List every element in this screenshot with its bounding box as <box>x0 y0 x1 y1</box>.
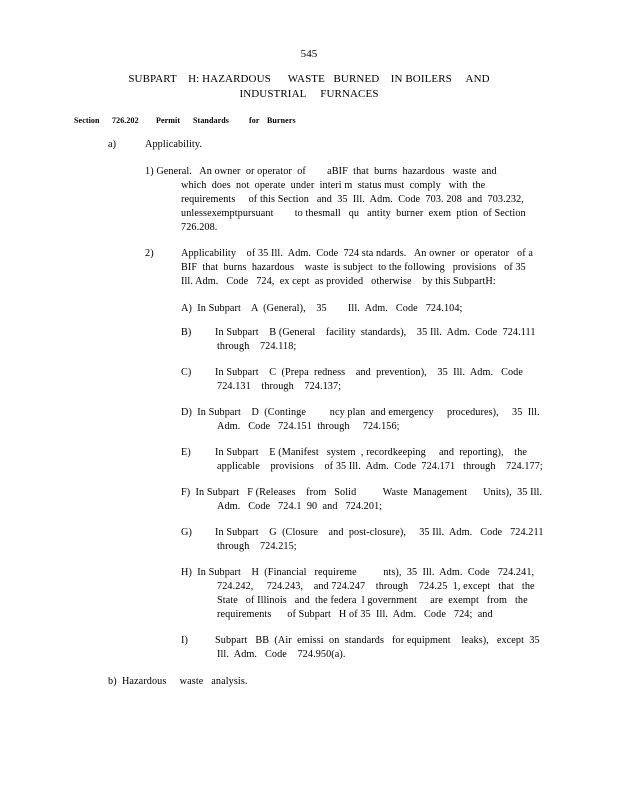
list-item-line: In Subpart B (General facility standards), 35 Ill. Adm. Code 724.111 <box>215 327 536 338</box>
list-item-line: In Subpart G (Closure and post-closure), 35 Ill. Adm. Code 724.211 <box>215 527 544 538</box>
paragraph-line: 726.208. <box>181 222 218 233</box>
list-item-line: 724.131 through 724.137; <box>217 381 342 392</box>
list-item-line: through 724.118; <box>217 341 297 352</box>
list-item-line: H) In Subpart H (Financial requireme nts), 35 Ill. Adm. Code 724.241, <box>181 567 535 578</box>
section-number: 726.202 <box>112 116 139 125</box>
list-item-line: F) In Subpart F (Releases from Solid Waste Management Units), 35 Ill. <box>181 487 543 498</box>
paragraph-a-heading: Applicability. <box>145 139 203 150</box>
list-item-line: 724.242, 724.243, and 724.247 through 724.25 1, except that the <box>217 581 535 592</box>
paragraph-line: 1) General. An owner or operator of aBIF that burns hazardous waste and <box>145 166 497 177</box>
section-title-word: for <box>249 116 260 125</box>
list-item-line: through 724.215; <box>217 541 297 552</box>
list-item-marker: E) <box>181 447 191 458</box>
list-item-line: Adm. Code 724.1 90 and 724.201; <box>217 501 383 512</box>
paragraph-line: unlessexemptpursuant to thesmall qu antity burner exem ption of Section <box>181 208 526 219</box>
page-number: 545 <box>300 48 318 60</box>
paragraph-line: BIF that burns hazardous waste is subject to the following provisions of 35 <box>181 262 526 273</box>
list-item-marker: C) <box>181 367 192 378</box>
paragraph-a-marker: a) <box>108 139 117 150</box>
list-item-marker: G) <box>181 527 192 538</box>
subpart-title-line-1: SUBPART H: HAZARDOUS WASTE BURNED IN BOILERS AND <box>128 73 490 85</box>
paragraph-line: which does not operate under interi m status must comply with the <box>181 180 486 191</box>
list-item-line: In Subpart E (Manifest system , recordkeeping and reporting), the <box>215 447 528 458</box>
list-item-line: Subpart BB (Air emissi on standards for equipment leaks), except 35 <box>215 635 540 646</box>
paragraph-b: b) Hazardous waste analysis. <box>108 676 248 687</box>
paragraph-line: Ill. Adm. Code 724, ex cept as provided otherwise by this SubpartH: <box>181 276 496 287</box>
section-label: Section <box>74 116 100 125</box>
list-item-marker: I) <box>181 635 188 646</box>
list-item-line: In Subpart C (Prepa redness and prevention), 35 Ill. Adm. Code <box>215 367 523 378</box>
section-title-word: Standards <box>193 116 230 125</box>
paragraph-line: requirements of this Section and 35 Ill. Adm. Code 703. 208 and 703.232, <box>181 194 524 205</box>
subpart-title-line-2: INDUSTRIAL FURNACES <box>239 88 379 100</box>
paragraph-a2-marker: 2) <box>145 248 154 259</box>
list-item-line: Adm. Code 724.151 through 724.156; <box>217 421 400 432</box>
list-item-line: A) In Subpart A (General), 35 Ill. Adm. Code 724.104; <box>181 303 463 314</box>
list-item-line: applicable provisions of 35 Ill. Adm. Code 724.171 through 724.177; <box>217 461 543 472</box>
list-item-line: Ill. Adm. Code 724.950(a). <box>217 649 346 660</box>
list-item-line: State of Illinois and the federa l government are exempt from the <box>217 595 528 606</box>
list-item-line: requirements of Subpart H of 35 Ill. Adm. Code 724; and <box>217 609 493 620</box>
list-item-line: D) In Subpart D (Continge ncy plan and emergency procedures), 35 Ill. <box>181 407 540 418</box>
paragraph-line: Applicability of 35 Ill. Adm. Code 724 sta ndards. An owner or operator of a <box>181 248 533 259</box>
list-item-marker: B) <box>181 327 192 338</box>
section-title-word: Burners <box>267 116 296 125</box>
section-title-word: Permit <box>156 116 181 125</box>
